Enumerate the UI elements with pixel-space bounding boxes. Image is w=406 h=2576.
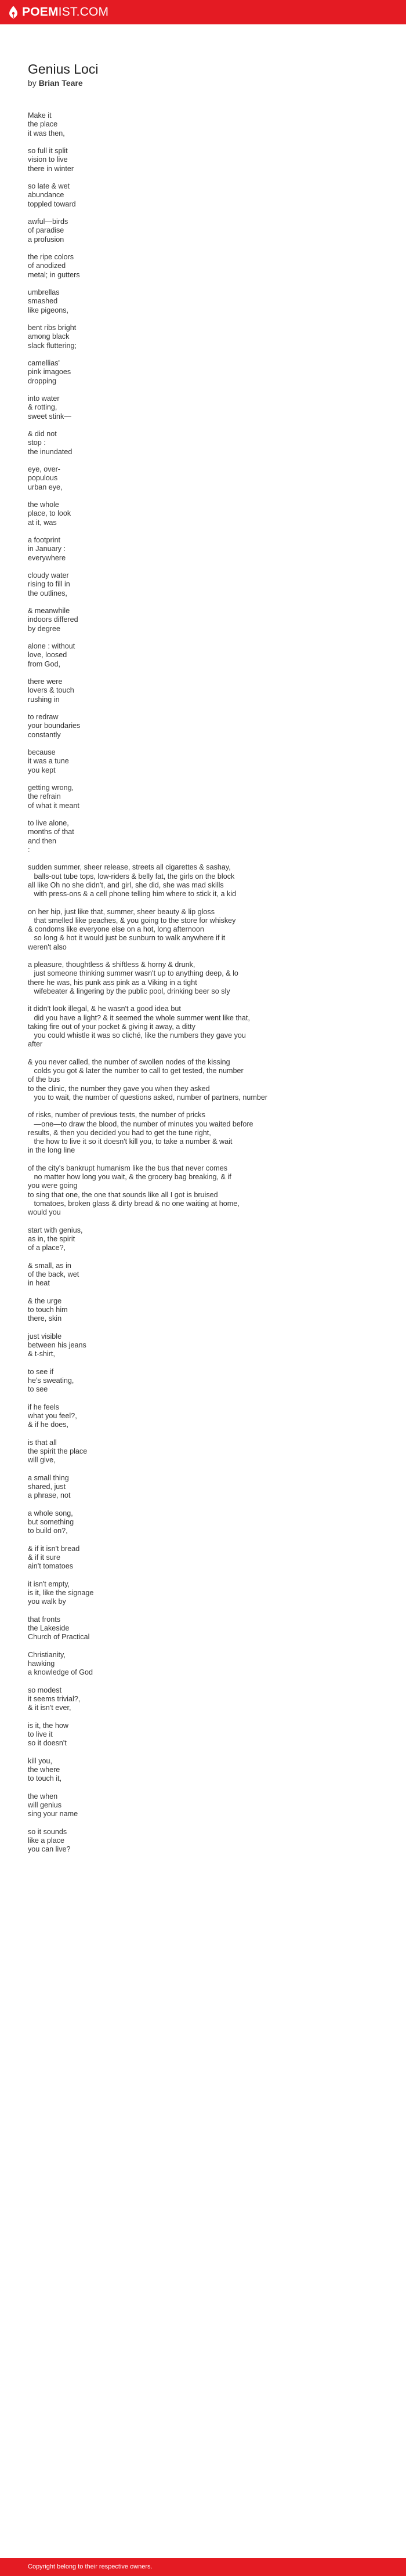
poem-stanza (28, 1757, 376, 1784)
poem-line: Make it (28, 111, 52, 119)
poem-line: & if it sure (28, 1553, 60, 1561)
poem-stanza (28, 253, 376, 280)
poem-line: abundance (28, 191, 64, 200)
logo-bold-part: POEM (22, 5, 59, 19)
poem-stanza (28, 571, 376, 598)
poem-line: so it doesn't (28, 1739, 67, 1747)
poem-line: love, loosed (28, 651, 67, 660)
poem-line: because (28, 748, 56, 756)
poem-line: of a place?, (28, 1244, 66, 1252)
poem-line: : (28, 845, 30, 854)
poem-line: cloudy water (28, 571, 69, 579)
poem-stanza (28, 819, 376, 854)
poem-stanza (28, 908, 376, 952)
poem-line: a pleasure, thoughtless & shiftless & horny & drunk, (28, 961, 195, 969)
poem-stanza (28, 324, 376, 350)
poem-line: there were (28, 677, 63, 686)
poem-stanza (28, 1005, 376, 1049)
poem-line: sweet stink— (28, 412, 71, 421)
poem-line: no matter how long you wait, & the grocery bag breaking, & if (28, 1173, 231, 1181)
poem-line: there he was, his punk ass pink as a Viking in a tight (28, 978, 197, 987)
poem-stanza (28, 1792, 376, 1819)
poem-stanza (28, 677, 376, 704)
poem-line: start with genius, (28, 1226, 83, 1234)
poem-stanza (28, 1297, 376, 1324)
header-bar (0, 0, 406, 24)
byline-prefix: by (28, 78, 37, 88)
poem-line: from God, (28, 660, 60, 668)
byline (28, 78, 376, 88)
poem-line: constantly (28, 730, 61, 739)
poem-line: to live alone, (28, 819, 69, 827)
poem-line: just someone thinking summer wasn't up to anything deep, & lo (28, 969, 238, 978)
poem-line: that fronts (28, 1615, 61, 1624)
poem-stanza (28, 1686, 376, 1713)
poem-line: after (28, 1040, 43, 1049)
poem-line: all like Oh no she didn't, and girl, she did, she was mad skills (28, 881, 224, 889)
poem-line: alone : without (28, 642, 75, 650)
poem-line: & small, as in (28, 1261, 71, 1270)
poem-line: to touch it, (28, 1774, 62, 1782)
poem-line: taking fire out of your pocket & giving it away, a ditty (28, 1022, 195, 1031)
poem-stanza (28, 1332, 376, 1359)
poem-line: to touch him (28, 1305, 68, 1314)
poem-line: a footprint (28, 536, 61, 544)
poem-stanza (28, 536, 376, 563)
poem-stanza (28, 1651, 376, 1678)
poem-line: of what it meant (28, 801, 79, 810)
poem-line: he's sweating, (28, 1376, 74, 1385)
poem-line: and then (28, 836, 57, 845)
poem-line: kill you, (28, 1756, 55, 1765)
poem-stanza (28, 607, 376, 633)
poem-line: you to wait, the number of questions asked, number of partners, number (28, 1093, 268, 1102)
poem-line: is that all (28, 1438, 57, 1447)
poem-line: the place (28, 120, 58, 129)
poem-line: a knowledge of God (28, 1668, 93, 1676)
poem-line: will give, (28, 1456, 56, 1464)
poem-line: your boundaries (28, 722, 81, 730)
poem-line: to see if (28, 1367, 54, 1376)
poem-stanza (28, 218, 376, 244)
logo-light-part: IST.COM (58, 5, 109, 19)
poem-line: everywhere (28, 553, 66, 562)
author-name[interactable]: Brian Teare (38, 78, 83, 88)
poem-body (28, 111, 376, 1854)
poem-stanza (28, 147, 376, 173)
poem-line: it seems trivial?, (28, 1694, 81, 1703)
poem-stanza (28, 863, 376, 898)
poem-line: sudden summer, sheer release, streets all cigarettes & sashay, (28, 863, 231, 872)
poem-line: months of that (28, 828, 74, 836)
poem-line: that smelled like peaches, & you going to the store for whiskey (28, 916, 236, 925)
poem-stanza (28, 394, 376, 421)
poem-line: populous (28, 474, 58, 483)
poem-line: smashed (28, 297, 58, 306)
poem-line: there, skin (28, 1314, 62, 1323)
poem-line: to live it (28, 1730, 53, 1738)
poem-line: camellias' (28, 359, 60, 367)
poem-stanza (28, 748, 376, 775)
poem-line: it was a tune (28, 757, 69, 766)
poem-stanza (28, 288, 376, 315)
poem-stanza (28, 1545, 376, 1571)
poem-line: Christianity, (28, 1650, 66, 1659)
poem-stanza (28, 1111, 376, 1155)
poem-line: umbrellas (28, 288, 60, 296)
poem-line: a phrase, not (28, 1491, 71, 1499)
poem-line: & if he does, (28, 1421, 69, 1429)
poem-stanza (28, 501, 376, 527)
pen-nib-icon (8, 5, 19, 19)
poem-line: & did not (28, 430, 57, 438)
logo-wordmark (22, 5, 108, 19)
poem-line: so long & hot it would just be sunburn to walk anywhere if it (28, 934, 226, 943)
poem-line: colds you got & later the number to call to get tested, the number (28, 1067, 244, 1075)
poem-line: among black (28, 332, 70, 341)
poem-stanza (28, 961, 376, 996)
poem-line: the outlines, (28, 589, 67, 597)
poem-line: & rotting, (28, 403, 57, 412)
poem-stanza (28, 1828, 376, 1854)
poem-stanza (28, 1509, 376, 1536)
poem-line: a profusion (28, 235, 64, 244)
poem-line: you were going (28, 1182, 78, 1190)
poem-line: will genius (28, 1800, 62, 1809)
poem-line: awful—birds (28, 218, 68, 226)
poem-line: just visible (28, 1332, 62, 1340)
poem-line: the spirit the place (28, 1447, 88, 1455)
poem-line: Church of Practical (28, 1633, 90, 1641)
poem-line: of the city's bankrupt humanism like the bus that never comes (28, 1164, 228, 1172)
poem-line: in the long line (28, 1146, 75, 1155)
poem-line: to redraw (28, 713, 59, 721)
poem-line: dropping (28, 376, 57, 385)
poem-line: like a place (28, 1836, 65, 1845)
poem-line: & condoms like everyone else on a hot, long afternoon (28, 925, 204, 933)
poem-line: there in winter (28, 164, 74, 173)
poem-line: between his jeans (28, 1340, 86, 1349)
poem-line: balls-out tube tops, low-riders & belly fat, the girls on the block (28, 872, 235, 881)
poem-stanza (28, 1164, 376, 1218)
poem-line: you kept (28, 766, 56, 774)
poem-line: in January : (28, 545, 66, 553)
site-logo[interactable] (8, 0, 108, 24)
poem-line: stop : (28, 439, 46, 447)
poem-line: the ripe colors (28, 253, 74, 261)
poem-line: of the bus (28, 1075, 60, 1084)
poem-line: if he feels (28, 1403, 59, 1411)
poem-line: slack fluttering; (28, 341, 77, 350)
poem-line: the where (28, 1765, 60, 1774)
poem-line: of the back, wet (28, 1270, 79, 1278)
poem-stanza (28, 1580, 376, 1607)
poem-line: eye, over- (28, 465, 60, 473)
poem-line: a small thing (28, 1473, 69, 1482)
poem-line: place, to look (28, 509, 71, 518)
poem-line: pink imagoes (28, 368, 71, 376)
footer-bar (0, 2558, 406, 2576)
poem-line: weren't also (28, 943, 67, 951)
poem-line: hawking (28, 1659, 55, 1668)
poem-line: vision to live (28, 155, 68, 164)
poem-line: you walk by (28, 1597, 66, 1606)
poem-line: it didn't look illegal, & he wasn't a good idea but (28, 1005, 181, 1013)
poem-line: toppled toward (28, 200, 76, 208)
poem-line: to the clinic, the number they gave you when they asked (28, 1084, 210, 1093)
poem-line: ain't tomatoes (28, 1562, 74, 1570)
poem-line: & meanwhile (28, 607, 70, 615)
poem-stanza (28, 1615, 376, 1642)
poem-line: in heat (28, 1279, 50, 1287)
poem-line: metal; in gutters (28, 270, 80, 279)
poem-line: & t-shirt, (28, 1350, 55, 1358)
poem-line: so it sounds (28, 1827, 67, 1836)
poem-line: indoors differed (28, 615, 78, 624)
poem-line: you could whistle it was so cliché, like the numbers they gave you (28, 1031, 246, 1039)
poem-stanza (28, 359, 376, 386)
poem-line: lovers & touch (28, 686, 74, 695)
poem-line: as in, the spirit (28, 1234, 75, 1243)
poem-line: would you (28, 1208, 61, 1216)
poem-line: so full it split (28, 147, 68, 155)
poem-stanza (28, 1439, 376, 1465)
poem-line: by degree (28, 624, 61, 633)
poem-line: is it, the how (28, 1721, 68, 1730)
poem-line: & it isn't ever, (28, 1704, 71, 1712)
poem-stanza (28, 1368, 376, 1394)
poem-line: you can live? (28, 1845, 71, 1853)
poem-line: rushing in (28, 695, 60, 704)
poem-line: sing your name (28, 1810, 78, 1818)
poem-line: of risks, number of previous tests, the number of pricks (28, 1111, 205, 1119)
poem-line: getting wrong, (28, 784, 74, 792)
poem-stanza (28, 1474, 376, 1501)
poem-line: & the urge (28, 1296, 62, 1305)
poem-line: of anodized (28, 262, 66, 270)
poem-line: so late & wet (28, 182, 70, 190)
poem-line: the when (28, 1792, 58, 1800)
poem-stanza (28, 111, 376, 138)
poem-line: tomatoes, broken glass & dirty bread & no one waiting at home, (28, 1199, 240, 1208)
poem-line: did you have a light? & it seemed the whole summer went like that, (28, 1013, 250, 1022)
poem-line: with press-ons & a cell phone telling him where to stick it, a kid (28, 890, 237, 898)
poem-line: what you feel?, (28, 1411, 77, 1420)
poem-line: the Lakeside (28, 1624, 70, 1632)
poem-line: the how to live it so it doesn't kill you, to take a number & wait (28, 1137, 233, 1146)
poem-stanza (28, 642, 376, 669)
poem-stanza (28, 465, 376, 492)
poem-line: is it, like the signage (28, 1588, 94, 1597)
poem-line: into water (28, 394, 60, 403)
poem-line: & if it isn't bread (28, 1544, 80, 1553)
poem-stanza (28, 713, 376, 740)
poem-line: a whole song, (28, 1509, 73, 1517)
poem-line: —one—to draw the blood, the number of minutes you waited before (28, 1119, 253, 1128)
poem-line: it isn't empty, (28, 1579, 70, 1588)
poem-stanza (28, 1262, 376, 1288)
poem-line: shared, just (28, 1482, 66, 1491)
poem-line: urban eye, (28, 483, 63, 491)
poem-stanza (28, 430, 376, 456)
poem-line: to see (28, 1385, 48, 1393)
poem-line: rising to fill in (28, 580, 70, 589)
poem-stanza (28, 1226, 376, 1253)
poem-line: on her hip, just like that, summer, sheer beauty & lip gloss (28, 907, 215, 916)
poem-line: it was then, (28, 129, 65, 137)
poem-line: results, & then you decided you had to get the tune right, (28, 1128, 211, 1137)
poem-line: at it, was (28, 518, 57, 527)
poem-stanza (28, 1722, 376, 1748)
poem-line: the refrain (28, 792, 61, 801)
poem-line: the inundated (28, 447, 72, 456)
poem-line: wifebeater & lingering by the public pool, drinking beer so sly (28, 987, 230, 995)
poem-stanza (28, 1403, 376, 1430)
poem-title: Genius Loci (28, 61, 99, 77)
copyright-text: Copyright belong to their respective owners. (28, 2563, 153, 2570)
poem-line: like pigeons, (28, 306, 69, 314)
poem-line: to sing that one, the one that sounds like all I got is bruised (28, 1190, 218, 1199)
poem-stanza (28, 182, 376, 209)
poem-line: of paradise (28, 226, 64, 235)
poem-line: & you never called, the number of swollen nodes of the kissing (28, 1057, 230, 1066)
poem-line: but something (28, 1517, 74, 1526)
poem-line: to build on?, (28, 1527, 68, 1535)
poem-stanza (28, 1058, 376, 1102)
poem-line: the whole (28, 501, 59, 509)
poem-line: bent ribs bright (28, 324, 77, 332)
poem-line: so modest (28, 1686, 62, 1694)
poem-container (28, 61, 376, 1863)
poem-stanza (28, 784, 376, 810)
